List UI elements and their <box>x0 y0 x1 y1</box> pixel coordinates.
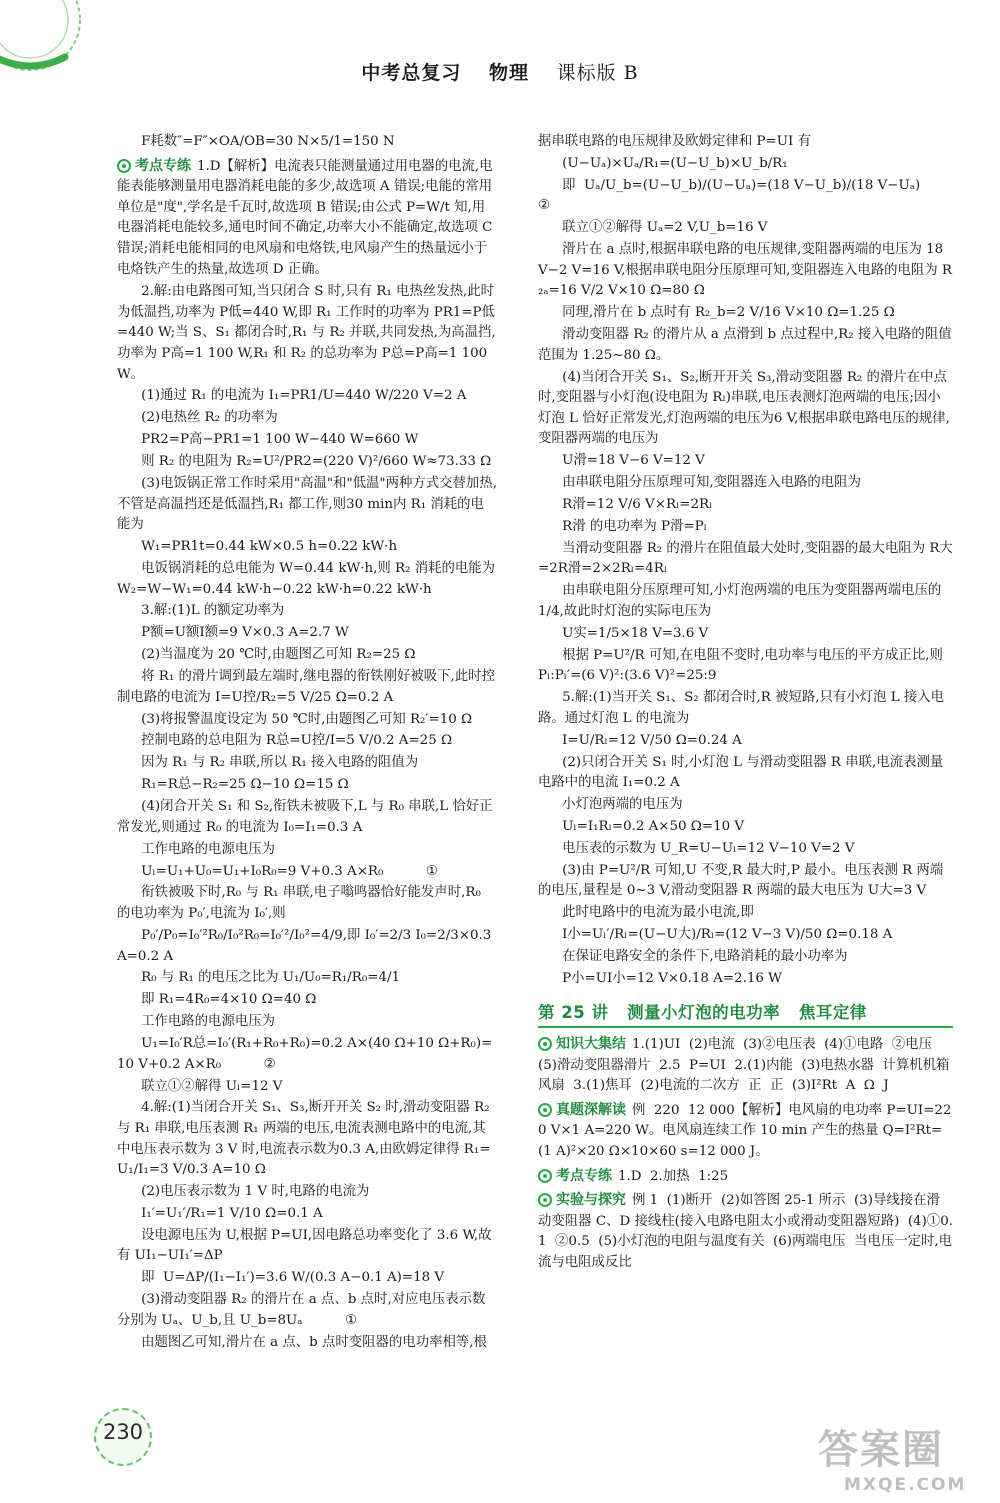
answer-paragraph <box>538 517 953 538</box>
answer-paragraph <box>117 862 497 883</box>
answer-paragraph <box>117 775 497 796</box>
answer-paragraph <box>117 537 497 558</box>
paragraph-text: 因为 R₁ 与 R₂ 串联,所以 R₁ 接入电路的阻值为 <box>141 755 419 771</box>
answer-paragraph <box>538 240 953 302</box>
section-bullet-icon <box>538 1103 552 1117</box>
paragraph-text: 当滑动变阻器 R₂ 的滑片在阻值最大处时,变阻器的最大电阻为 R大=2R滑=2×2Rₗ=4Rₗ <box>538 540 953 577</box>
answer-paragraph <box>538 539 953 580</box>
answer-paragraph <box>117 1290 497 1331</box>
answer-paragraph <box>117 667 497 708</box>
answer-paragraph <box>117 474 497 536</box>
paragraph-text: R₁=R总−R₂=25 Ω−10 Ω=15 Ω <box>141 777 349 793</box>
answer-paragraph <box>538 1190 953 1273</box>
paragraph-text: R₀ 与 R₁ 的电压之比为 U₁/U₀=R₁/R₀=4/1 <box>141 970 400 986</box>
page-header <box>0 58 1000 85</box>
answer-paragraph <box>538 817 953 838</box>
answer-paragraph <box>117 840 497 861</box>
paragraph-text: 1.(1)UI (2)电流 (3)②电压表 (4)①电路 ②电压 (5)滑动变阻器滑片 2.5 P=UI 2.(1)内能 (3)电热水器 计算机机箱风扇 3.(1)焦耳 (2)电流的二次方 正 正 (3)I²Rt A Ω J <box>538 1037 950 1094</box>
answer-paragraph <box>117 731 497 752</box>
answer-paragraph <box>117 1268 497 1289</box>
paragraph-text: 电饭锅消耗的总电能为 W=0.44 kW·h,则 R₂ 消耗的电能为 W₂=W−W₁=0.44 kW·h−0.22 kW·h=0.22 kW·h <box>117 560 500 597</box>
section-bullet-icon <box>538 1037 552 1051</box>
answer-paragraph <box>538 795 953 816</box>
paragraph-text: 工作电路的电源电压为 <box>141 841 276 857</box>
paragraph-text: 滑片在 a 点时,根据串联电路的电压规律,变阻器两端的电压为 18 V−2 V=16 V,根据串联电阻分压原理可知,变阻器连入电路的电阻为 R₂ₐ=16 V/2 V×10 Ω=80 Ω <box>538 242 953 299</box>
answer-paragraph <box>538 947 953 968</box>
answer-paragraph <box>117 645 497 666</box>
watermark-text: 答案圈 <box>818 1427 944 1473</box>
answer-paragraph <box>538 688 953 729</box>
paragraph-text: I₁′=U₁′/R₁=1 V/10 Ω=0.1 A <box>141 1206 323 1221</box>
paragraph-text: 联立①②解得 Uₐ=2 V,U_b=16 V <box>562 220 768 236</box>
paragraph-text: I=U/Rₗ=12 V/50 Ω=0.24 A <box>562 732 742 748</box>
answer-paragraph <box>117 1333 497 1354</box>
paragraph-text: U₁=I₀′R总=I₀′(R₁+R₀+R₀)=0.2 A×(40 Ω+10 Ω+R₀)=10 V+0.2 A×R₀ ② <box>117 1036 493 1072</box>
paragraph-text: 同理,滑片在 b 点时有 R₂_b=2 V/16 V×10 Ω=1.25 Ω <box>562 305 895 321</box>
section-tag-label: 知识大集结 <box>556 1036 626 1053</box>
page-number-badge <box>94 1408 152 1466</box>
answer-paragraph <box>117 753 497 774</box>
left-column <box>117 132 500 1355</box>
answer-paragraph <box>538 753 953 794</box>
paragraph-text: 设电源电压为 U,根据 P=UI,因电路总功率变化了 3.6 W,故有 UI₁−UI₁′=ΔP <box>117 1227 492 1264</box>
answer-paragraph <box>538 624 953 645</box>
answer-paragraph <box>538 861 953 902</box>
paragraph-text: (3)滑动变阻器 R₂ 的滑片在 a 点、b 点时,对应电压表示数分别为 Uₐ、U_b,且 U_b=8Uₐ ① <box>117 1292 486 1328</box>
answer-paragraph <box>538 839 953 860</box>
answer-paragraph <box>117 990 497 1011</box>
page-number: 230 <box>102 1420 144 1444</box>
answer-paragraph <box>117 1077 497 1098</box>
answer-paragraph <box>538 1100 953 1163</box>
answer-paragraph <box>117 1098 497 1180</box>
paragraph-text: U实=1/5×18 V=3.6 V <box>562 625 709 641</box>
paragraph-text: (4)当闭合开关 S₁、S₂,断开开关 S₃,滑动变阻器 R₂ 的滑片在中点时,变阻器与小灯泡(设电阻为 Rₗ)串联,电压表测灯泡两端的电压;因小灯泡 L 恰好正常发光,灯泡两端的电压为6 V,根据串联电路电压的规律,变阻器两端的电压为 <box>538 369 950 447</box>
section-tag <box>117 156 191 177</box>
paragraph-text: F耗数″=F″×OA/OB=30 N×5/1=150 N <box>141 134 395 149</box>
answer-paragraph <box>117 430 497 451</box>
paragraph-text: 即 R₁=4R₀=4×10 Ω=40 Ω <box>141 992 317 1008</box>
paragraph-text: 1.D 2.加热 1:25 <box>618 1168 729 1184</box>
paragraph-text: (4)闭合开关 S₁ 和 S₂,衔铁未被吸下,L 与 R₀ 串联,L 恰好正常发光,则通过 R₀ 的电流为 I₀=I₁=0.3 A <box>117 799 493 835</box>
answer-paragraph <box>117 926 497 967</box>
paragraph-text: 滑动变阻器 R₂ 的滑片从 a 点滑到 b 点过程中,R₂ 接入电路的阻值范围为 1.25~80 Ω。 <box>538 327 952 363</box>
paragraph-text: 4.解:(1)当闭合开关 S₁、S₃,断开开关 S₂ 时,滑动变阻器 R₂ 与 R₁ 串联,电压表测 R₁ 两端的电压,电流表测电路中的电流,其中电压表示数为 3 V 时,电流表示数为0.3 A,由欧姆定律得 R₁=U₁/I₁=3 V/0.3 A=10 Ω <box>117 1100 494 1178</box>
paragraph-text: 小灯泡两端的电压为 <box>562 797 683 813</box>
answer-paragraph <box>117 132 497 153</box>
paragraph-text: W₁=PR1t=0.44 kW×0.5 h=0.22 kW·h <box>141 539 398 555</box>
paragraph-text: 1.D【解析】电流表只能测量通过用电器的电流,电能表能够测量用电器消耗电能的多少,故选项 A 错误;电能的常用单位是"度",学名是千瓦时,故选项 B 错误;由公式 P=W/t 知,用电器消耗电能较多,通电时间不确定,功率大小不能确定,故选项 C 错误;消耗电能相同的电风扇和电烙铁,电风扇产生的热量远小于电烙铁产生的热量,故选项 D 正确。 <box>117 158 497 277</box>
answer-paragraph <box>117 156 497 281</box>
answer-paragraph <box>538 154 953 175</box>
answer-paragraph <box>538 325 953 366</box>
section-tag-label: 考点专练 <box>135 157 191 174</box>
paragraph-text: 2.解:由电路图可知,当只闭合 S 时,只有 R₁ 电热丝发热,此时为低温挡,功率为 P低=440 W,即 R₁ 工作时的功率为 PR1=P低=440 W;当 S、S₁ 都闭合时,R₁ 与 R₂ 并联,共同发热,为高温挡,功率为 P高=1 100 W,R₁ 和 R₂ 的总功率为 P总=P高=1 100 W。 <box>117 284 496 382</box>
paragraph-text: 由串联电阻分压原理可知,变阻器连入电路的电阻为 <box>562 475 861 491</box>
answer-paragraph <box>538 368 953 450</box>
answer-paragraph <box>117 710 497 731</box>
paragraph-text: (2)电热丝 R₂ 的功率为 <box>141 410 278 426</box>
paragraph-text: 即 Uₐ/U_b=(U−U_b)/(U−Uₐ)=(18 V−U_b)/(18 V−Uₐ) ② <box>538 177 963 214</box>
paragraph-text: 联立①②解得 Uₗ=12 V <box>141 1078 283 1094</box>
section-tag <box>538 1190 626 1211</box>
answer-paragraph <box>538 1034 953 1097</box>
answer-paragraph <box>538 303 953 324</box>
paragraph-text: (3)由 P=U²/R 可知,U 不变,R 最大时,P 最小。电压表测 R 两端的电压,量程是 0~3 V,滑动变阻器 R 两端的最大电压为 U大=3 V <box>538 862 944 899</box>
answer-paragraph <box>117 623 497 644</box>
answer-paragraph <box>538 218 953 239</box>
answer-paragraph <box>538 969 953 990</box>
paragraph-text: 控制电路的总电阻为 R总=U控/I=5 V/0.2 A=25 Ω <box>141 733 453 749</box>
answer-paragraph <box>117 883 497 924</box>
header-subject: 物理 <box>488 62 529 84</box>
paragraph-text: 据串联电路的电压规律及欧姆定律和 P=UI 有 <box>538 134 811 149</box>
lecture-heading: 第 25 讲 测量小灯泡的电功率 焦耳定律 <box>538 1003 953 1028</box>
answer-paragraph <box>117 559 500 600</box>
paragraph-text: (U−Uₐ)×Uₐ/R₁=(U−U_b)×U_b/R₁ <box>562 155 788 171</box>
paragraph-text: 电压表的示数为 U_R=U−Uₗ=12 V−10 V=2 V <box>562 840 855 856</box>
paragraph-text: 根据 P=U²/R 可知,在电阻不变时,电功率与电压的平方成正比,则 Pₗ:Pₗ′=(6 V)²:(3.6 V)²=25:9 <box>538 647 948 684</box>
section-tag <box>538 1100 626 1121</box>
paragraph-text: 在保证电路安全的条件下,电路消耗的最小功率为 <box>562 948 848 964</box>
answer-paragraph <box>538 903 953 924</box>
paragraph-text: U滑=18 V−6 V=12 V <box>562 453 705 469</box>
answer-paragraph <box>117 1182 497 1203</box>
paragraph-text: P额=U额I额=9 V×0.3 A=2.7 W <box>141 625 349 641</box>
answer-paragraph <box>538 731 953 752</box>
watermark <box>818 1418 993 1498</box>
answer-paragraph <box>117 601 497 622</box>
paragraph-text: 则 R₂ 的电阻为 R₂=U²/PR2=(220 V)²/660 W≈73.33 Ω <box>141 454 492 470</box>
paragraph-text: 5.解:(1)当开关 S₁、S₂ 都闭合时,R 被短路,只有小灯泡 L 接入电路。通过灯泡 L 的电流为 <box>538 690 945 726</box>
header-edition: 课标版 B <box>556 62 639 84</box>
paragraph-text: Uₗ=I₁Rₗ=0.2 A×50 Ω=10 V <box>562 818 745 834</box>
paragraph-text: I小=Uₗ′/Rₗ=(U−U大)/Rₗ=(12 V−3 V)/50 Ω=0.18 A <box>562 927 893 943</box>
answer-paragraph <box>117 408 497 429</box>
answer-paragraph <box>117 1204 497 1225</box>
answer-paragraph <box>538 581 953 622</box>
paragraph-text: R滑=12 V/6 V×Rₗ=2Rₗ <box>562 497 713 513</box>
paragraph-text: PR2=P高−PR1=1 100 W−440 W=660 W <box>141 432 419 448</box>
paragraph-text: 例 1 (1)断开 (2)如答图 25-1 所示 (3)导线接在滑动变阻器 C、D 接线柱(接入电路电阻太小或滑动变阻器短路) (4)①0.1 ②0.5 (5)小灯泡的电阻与温度有关 (6)两端电压 当电压一定时,电流与电阻成反比 <box>538 1193 953 1270</box>
watermark-url: MXQE.COM <box>844 1475 967 1495</box>
answer-paragraph <box>538 473 953 494</box>
answer-paragraph <box>117 282 497 385</box>
answer-paragraph <box>117 1012 497 1033</box>
paragraph-text: (3)将报警温度设定为 50 ℃时,由题图乙可知 R₂′=10 Ω <box>141 711 473 727</box>
paragraph-text: 由题图乙可知,滑片在 a 点、b 点时变阻器的电功率相等,根 <box>141 1334 487 1350</box>
answer-paragraph <box>117 968 497 989</box>
answer-paragraph <box>538 451 953 472</box>
section-bullet-icon <box>538 1193 552 1207</box>
header-title: 中考总复习 <box>361 62 462 84</box>
paragraph-text: R滑 的电功率为 P滑=Pₗ <box>562 518 707 534</box>
paragraph-text: (1)通过 R₁ 的电流为 I₁=PR1/U=440 W/220 V=2 A <box>141 388 467 404</box>
section-bullet-icon <box>117 159 131 173</box>
right-column <box>538 132 963 1276</box>
paragraph-text: 即 U=ΔP/(I₁−I₁′)=3.6 W/(0.3 A−0.1 A)=18 V <box>141 1270 445 1286</box>
answer-paragraph <box>538 1166 953 1188</box>
paragraph-text: 由串联电阻分压原理可知,小灯泡两端的电压为变阻器两端电压的 1/4,故此时灯泡的实际电压为 <box>538 583 946 619</box>
section-tag-label: 实验与探究 <box>556 1192 626 1209</box>
section-tag-label: 考点专练 <box>556 1167 612 1184</box>
section-tag <box>538 1034 626 1055</box>
paragraph-text: (2)只闭合开关 S₁ 时,小灯泡 L 与滑动变阻器 R 串联,电流表测量电路中的电流 I₁=0.2 A <box>538 754 944 791</box>
section-bullet-icon <box>538 1169 552 1183</box>
paragraph-text: (3)电饭锅正常工作时采用"高温"和"低温"两种方式交替加热,不管是高温挡还是低温挡,R₁ 都工作,则30 min内 R₁ 消耗的电能为 <box>117 475 497 533</box>
answer-paragraph <box>117 1034 497 1075</box>
paragraph-text: 将 R₁ 的滑片调到最左端时,继电器的衔铁刚好被吸下,此时控制电路的电流为 I=U控/R₂=5 V/25 Ω=0.2 A <box>117 669 495 705</box>
paragraph-text: (2)当温度为 20 ℃时,由题图乙可知 R₂=25 Ω <box>141 647 416 663</box>
paragraph-text: Uₗ=U₁+U₀=U₁+I₀R₀=9 V+0.3 A×R₀ ① <box>141 863 438 879</box>
answer-paragraph <box>117 386 497 407</box>
paragraph-text: 工作电路的电源电压为 <box>141 1014 276 1030</box>
answer-paragraph <box>117 452 497 473</box>
paragraph-text: 衔铁被吸下时,R₀ 与 R₁ 串联,电子嗡鸣器恰好能发声时,R₀ 的电功率为 P₀′,电流为 I₀′,则 <box>117 885 486 922</box>
paragraph-text: 3.解:(1)L 的额定功率为 <box>141 603 285 619</box>
answer-paragraph <box>538 495 953 516</box>
answer-paragraph <box>538 176 963 217</box>
paragraph-text: P₀′/P₀=I₀′²R₀/I₀²R₀=I₀′²/I₀²=4/9,即 I₀′=2/3 I₀=2/3×0.3 A=0.2 A <box>117 927 496 964</box>
section-tag-label: 真题深解读 <box>556 1101 626 1118</box>
paragraph-text: 例 220 12 000【解析】电风扇的电功率 P=UI=220 V×1 A=220 W。电风扇连续工作 10 min 产生的热量 Q=I²Rt=(1 A)²×20 Ω×10×60 s=12 000 J。 <box>538 1102 952 1160</box>
section-tag <box>538 1166 612 1187</box>
answer-paragraph <box>538 132 953 153</box>
answer-paragraph <box>117 797 497 838</box>
paragraph-text: (2)电压表示数为 1 V 时,电路的电流为 <box>141 1184 370 1200</box>
paragraph-text: P小=UI小=12 V×0.18 A=2.16 W <box>562 970 782 986</box>
paragraph-text: 此时电路中的电流为最小电流,即 <box>562 905 754 921</box>
answer-paragraph <box>538 925 953 946</box>
answer-paragraph <box>117 1226 497 1267</box>
answer-paragraph <box>538 646 953 687</box>
